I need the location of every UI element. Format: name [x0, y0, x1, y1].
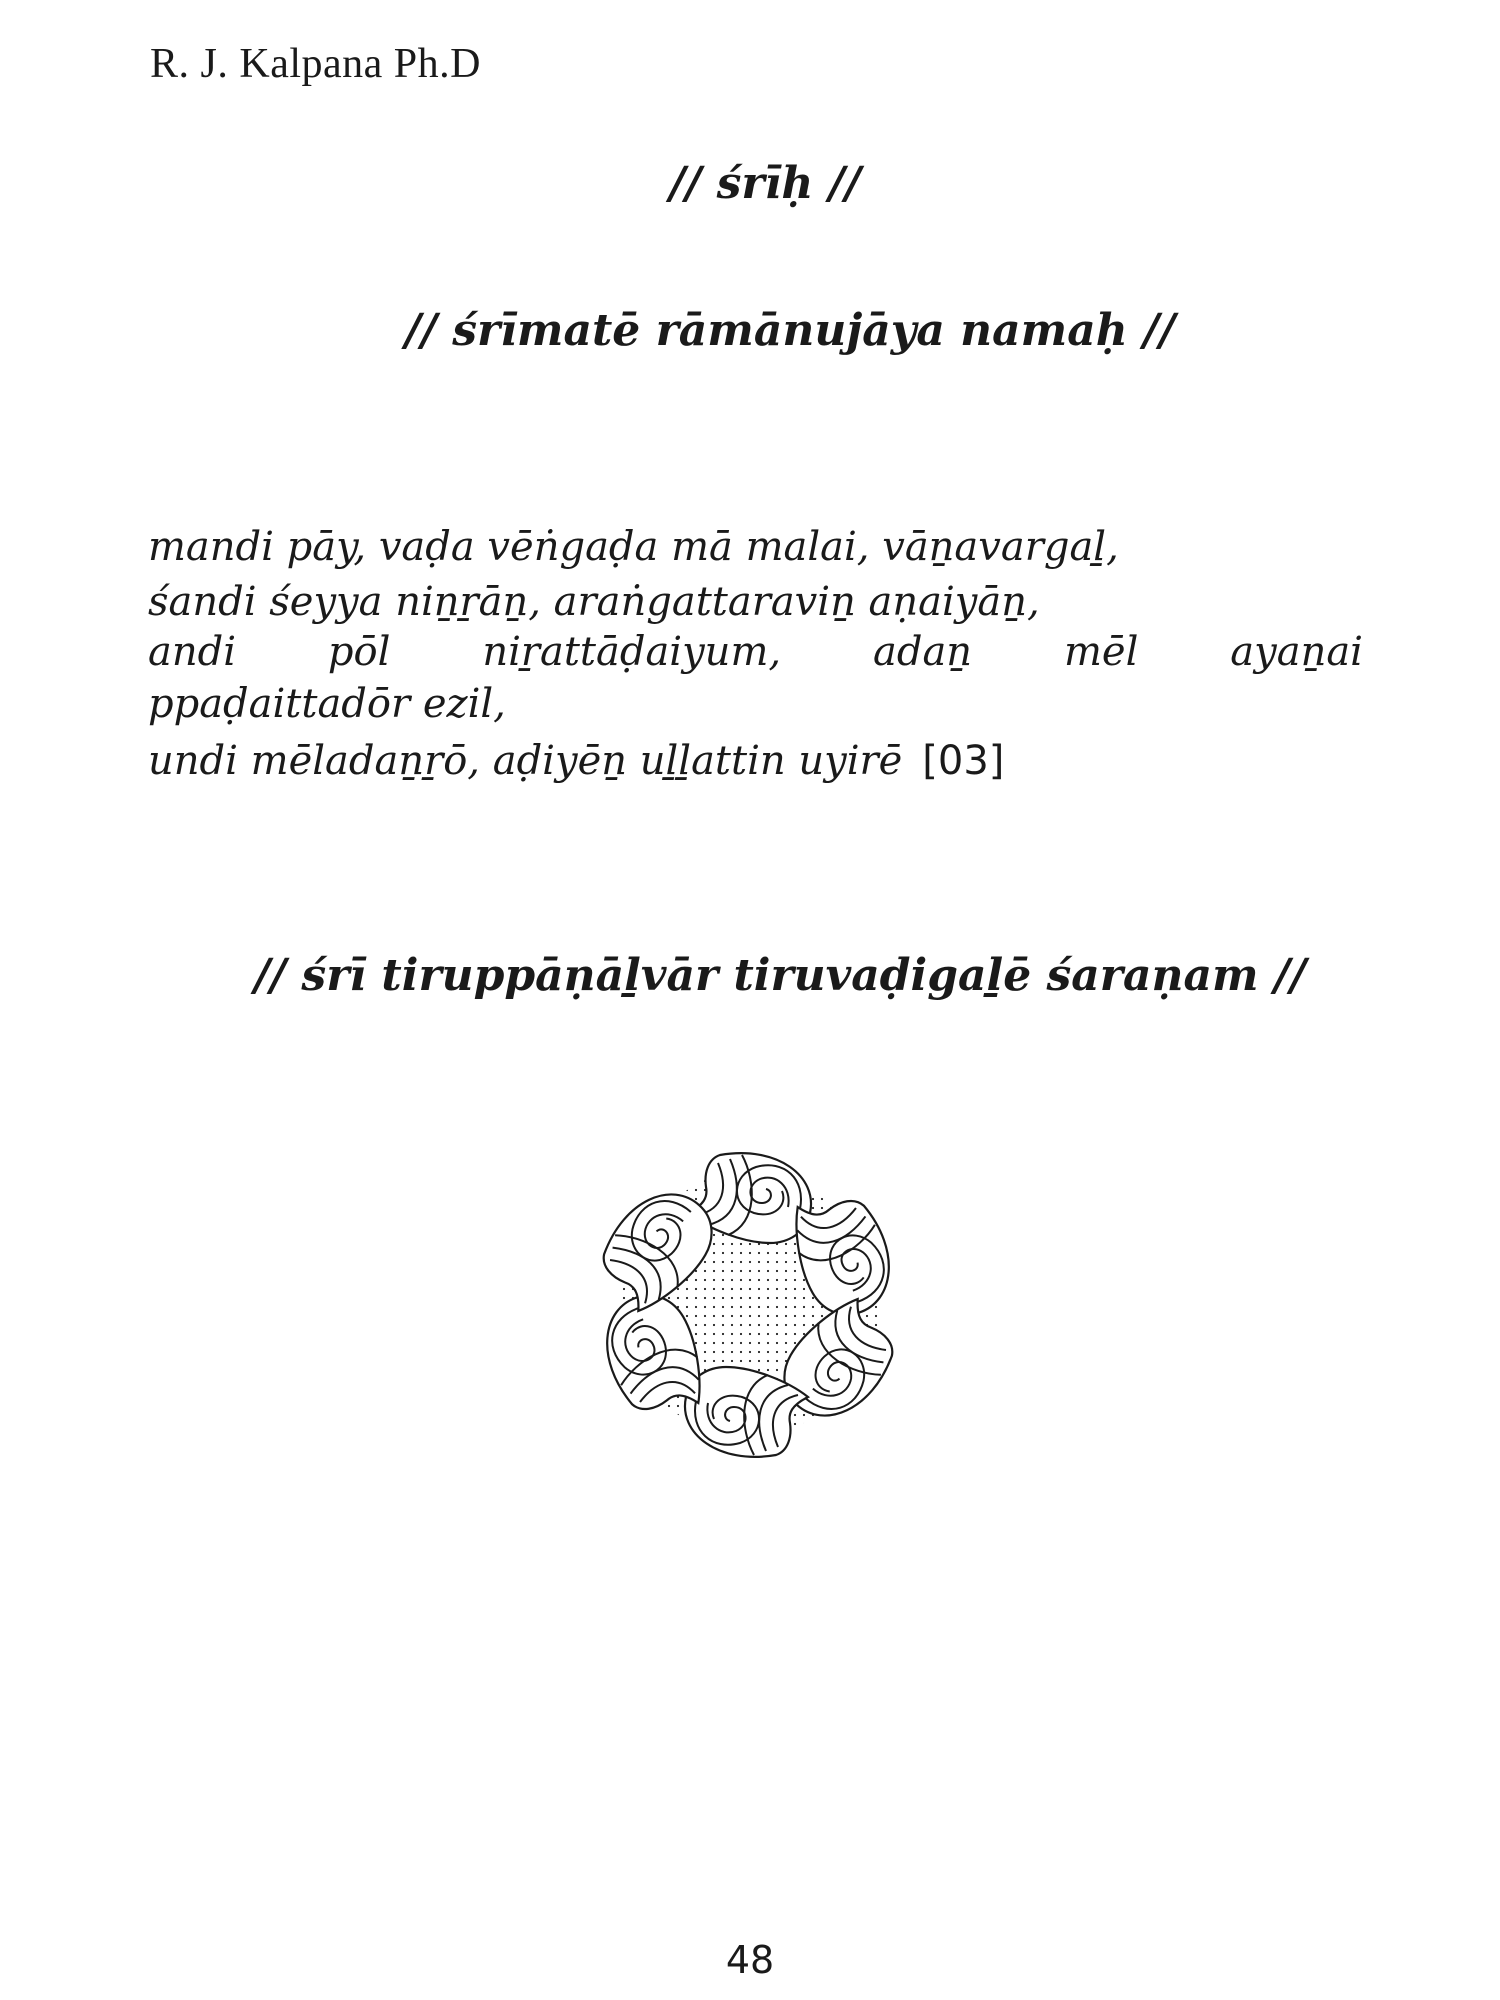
verse-line-4: ppaḍaittadōr ezil,	[148, 681, 506, 727]
verse-word: niṟattāḍaiyum,	[482, 629, 782, 675]
invocation-ramanuja: // śrīmatē rāmānujāya namaḥ //	[404, 305, 1176, 356]
verse-block	[148, 520, 1363, 789]
verse-word: andi	[148, 629, 237, 675]
verse-line-1: mandi pāy, vaḍa vēṅgaḍa mā malai, vāṉavargaḻ,	[148, 524, 1119, 570]
verse-line-2: śandi śeyya niṉṟāṉ, araṅgattaraviṉ aṇaiyāṉ,	[148, 579, 1040, 625]
verse-word: ayaṉai	[1230, 629, 1363, 675]
verse-line-3	[148, 630, 1363, 682]
verse-number: [03]	[922, 738, 1005, 784]
invocation-closing: // śrī tiruppāṇāḻvār tiruvaḍigaḻē śaraṇam //	[253, 950, 1307, 1001]
verse-line-5	[148, 734, 1363, 789]
conch-shell-rangoli-ornament-icon	[578, 1135, 918, 1475]
invocation-srih: // śrīḥ //	[669, 158, 861, 209]
page-number: 48	[725, 1938, 775, 1982]
verse-word: pōl	[327, 629, 391, 675]
verse-word: mēl	[1063, 629, 1139, 675]
verse-word: adaṉ	[873, 629, 973, 675]
author-name: R. J. Kalpana Ph.D	[150, 41, 481, 87]
verse-line-5-text: undi mēladaṉṟō, aḍiyēṉ uḻḻattin uyirē	[148, 738, 903, 784]
